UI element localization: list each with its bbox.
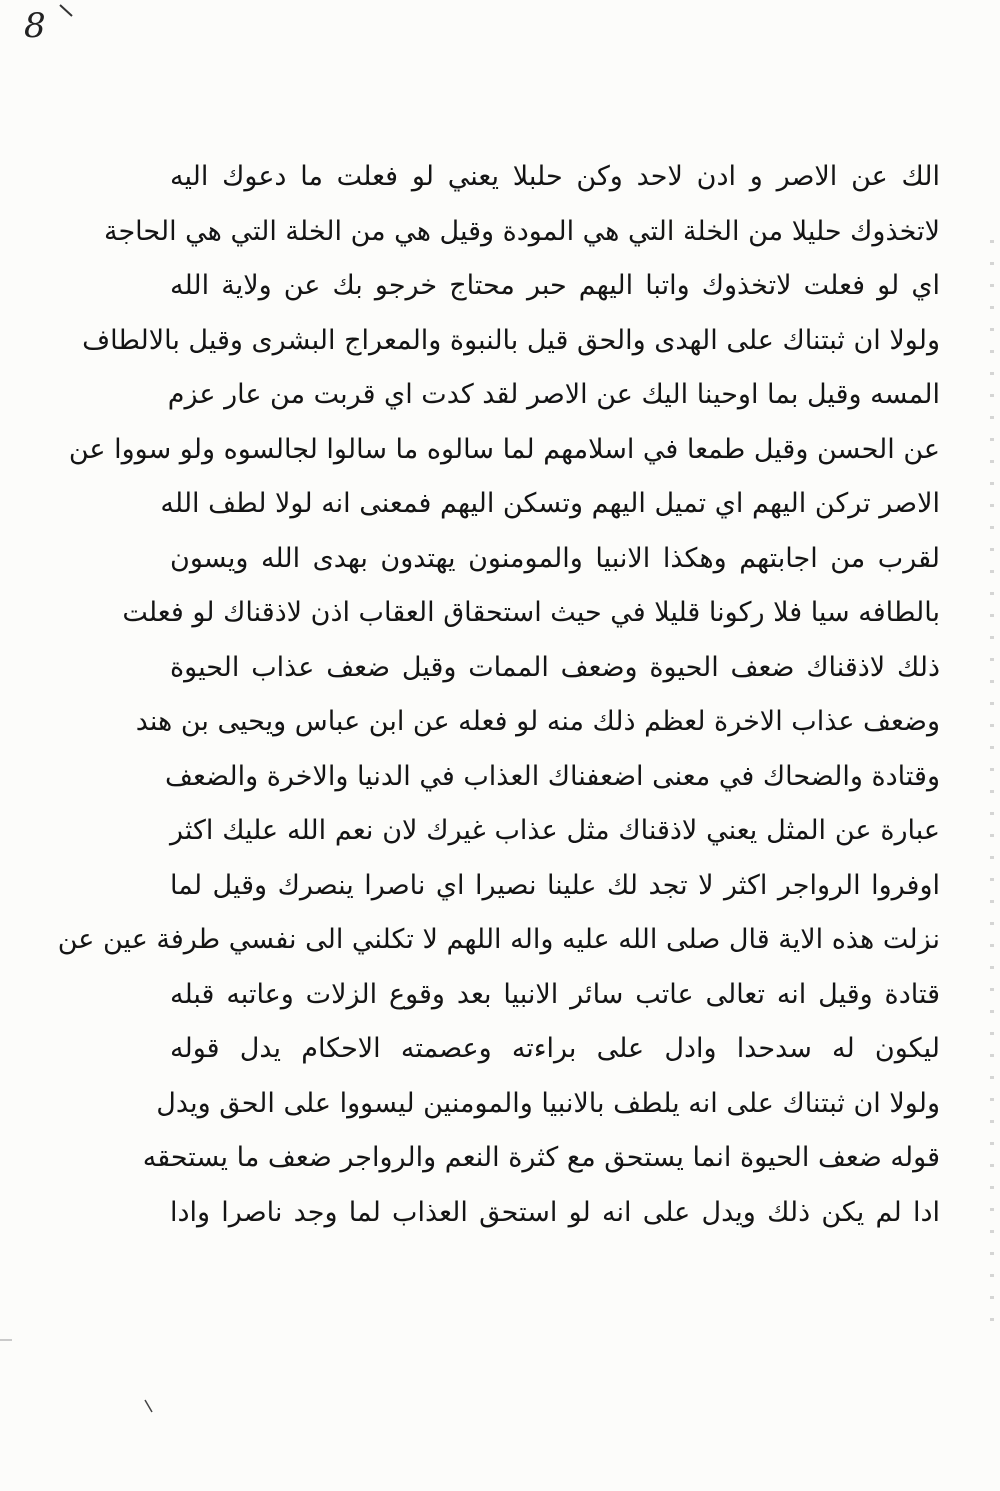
manuscript-line: قوله ضعف الحيوة انما يستحق مع كثرة النعم والرواجر ضعف ما يستحقه <box>142 1142 940 1173</box>
manuscript-line: بالطافه سيا فلا ركونا قليلا في حيث استحقاق العقاب اذن لاذقناك لو فعلت <box>122 597 940 628</box>
manuscript-line: الك عن الاصر و ادن لاحد وكن حلبلا يعني لو فعلت ما دعوك اليه <box>170 161 940 192</box>
manuscript-line: اي لو فعلت لاتخذوك واتبا اليهم حبر محتاج خرجو بك عن ولاية الله <box>170 270 940 301</box>
manuscript-line: قتادة وقيل انه تعالى عاتب سائر الانبيا بعد وقوع الزلات وعاتبه قبله <box>170 978 940 1010</box>
manuscript-line: نزلت هذه الاية قال صلى الله عليه واله اللهم لا تكلني الى نفسي طرفة عين عن <box>57 924 940 955</box>
manuscript-line: ذلك لاذقناك ضعف الحيوة وضعف الممات وقيل ضعف عذاب الحيوة <box>170 651 940 683</box>
manuscript-line: اوفروا الرواجر اكثر لا تجد لك علينا نصيرا اي ناصرا ينصرك وقيل لما <box>170 869 940 901</box>
manuscript-line: لاتخذوك حليلا من الخلة التي هي المودة وقيل هي من الخلة التي هي الحاجة <box>104 215 940 247</box>
manuscript-line: عبارة عن المثل يعني لاذقناك مثل عذاب غيرك لان نعم الله عليك اكثر <box>170 815 940 846</box>
manuscript-line: المسه وقيل بما اوحينا اليك عن الاصر لقد كدت اي قربت من عار عزم <box>167 379 940 410</box>
manuscript-line: ولولا ان ثبتناك على الهدى والحق قيل بالنبوة والمعراج البشرى وقيل بالالطاف <box>82 324 940 356</box>
page-number: 8 <box>24 6 46 46</box>
manuscript-line: ولولا ان ثبتناك على انه يلطف بالانبيا والمومنين ليسووا على الحق ويدل <box>156 1087 940 1119</box>
manuscript-line: الاصر تركن اليهم اي تميل اليهم وتسكن اليهم فمعنى انه لولا لطف الله <box>160 488 940 519</box>
manuscript-line: وقتادة والضحاك في معنى اضعفناك العذاب في الدنيا والاخرة والضعف <box>165 760 940 792</box>
manuscript-line: ادا لم يكن ذلك ويدل على انه لو استحق العذاب لما وجد ناصرا وادا <box>170 1196 940 1228</box>
manuscript-line: وضعف عذاب الاخرة لعظم ذلك منه لو فعله عن ابن عباس ويحيى بن هند <box>135 706 940 737</box>
manuscript-line: لقرب من اجابتهم وهكذا الانبيا والمومنون يهتدون بهدى الله ويسون <box>170 542 940 574</box>
manuscript-line: عن الحسن وقيل طمعا في اسلامهم لما سالوه ما سالوا لجالسوه ولو سووا عن <box>68 433 940 465</box>
scan-mark <box>145 1400 152 1412</box>
manuscript-line: ليكون له سدحدا وادل على براءته وعصمته الاحكام يدل قوله <box>170 1033 940 1064</box>
scan-mark <box>60 5 72 16</box>
